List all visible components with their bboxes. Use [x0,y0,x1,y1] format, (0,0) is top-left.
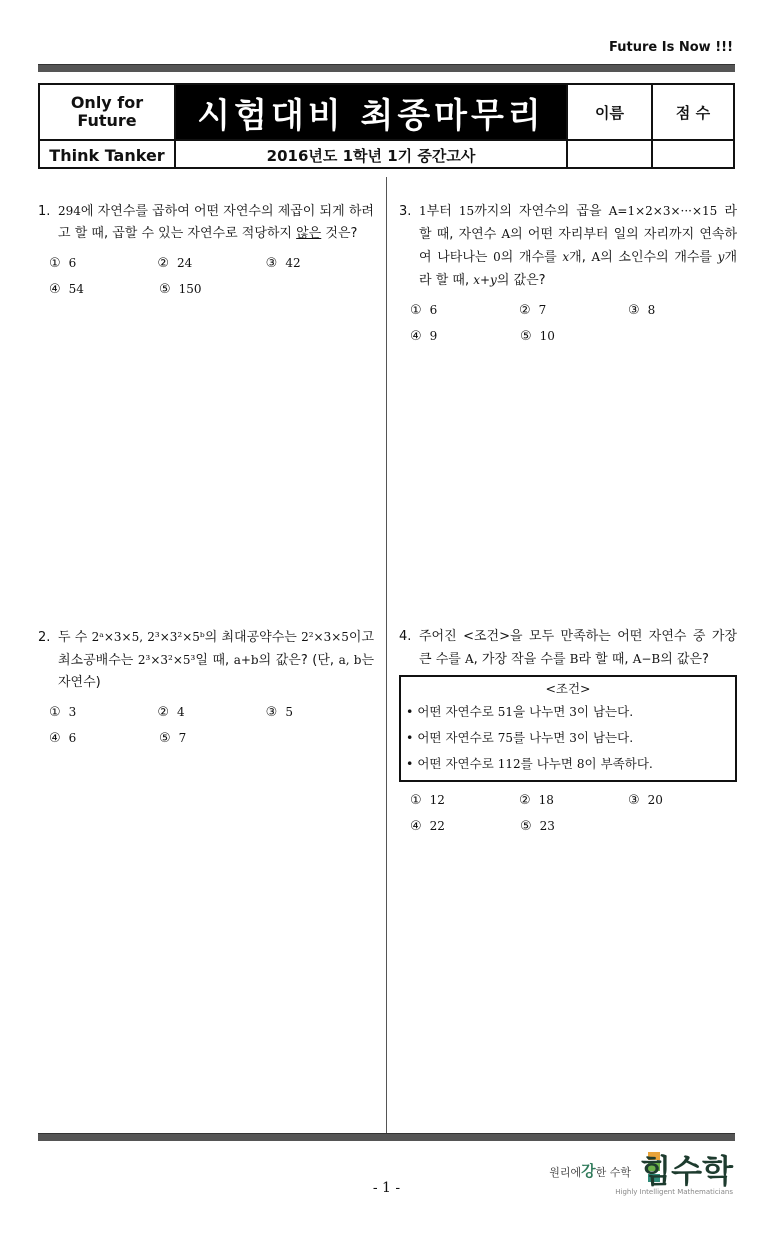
question-4-text: 4. 주어진 <조건>을 모두 만족하는 어떤 자연수 중 가장 큰 수를 A, 가장 작을 수를 B라 할 때, A−B의 값은? [399,629,737,667]
choice-4[interactable]: ④ 54 [49,281,84,297]
choice-2[interactable]: ② 24 [157,255,193,271]
question-2-choices [38,699,374,751]
name-label: 이름 [566,85,651,139]
page-number: - 1 - [372,1180,401,1196]
brand-line-3: Think Tanker [40,139,176,169]
choice-4[interactable]: ④ 6 [49,730,77,746]
question-2 [38,626,374,751]
choice-3[interactable]: ③ 8 [628,302,656,318]
choice-5[interactable]: ⑤ 150 [159,281,202,297]
top-rule [38,64,735,72]
condition-item: • 어떤 자연수로 75를 나누면 3이 남는다. [406,730,634,745]
question-3-text: 3. 1부터 15까지의 자연수의 곱을 A=1×2×3×···×15 라 할 때, 자연수 A의 어떤 자리부터 일의 자리까지 연속하여 나타나는 0의 개수를 x개, A의 소인수의 개수를 y개라 할 때, x+y의 값은? [399,204,738,288]
choice-1[interactable]: ① 6 [49,255,77,271]
question-1-text: 1. 294에 자연수를 곱하여 어떤 자연수의 제곱이 되게 하려고 할 때, 곱할 수 있는 자연수로 적당하지 않은 것은? [38,204,374,241]
exam-subtitle: 2016년도 1학년 1기 중간고사 [176,139,566,169]
name-field[interactable] [566,139,651,169]
question-1 [38,200,374,302]
brand-line-2: Future [77,111,137,130]
condition-item: • 어떤 자연수로 112를 나누면 8이 부족하다. [406,756,653,771]
exam-title: 시험대비 최종마무리 [176,85,566,139]
choice-3[interactable]: ③ 20 [628,792,663,808]
choice-5[interactable]: ⑤ 10 [520,328,555,344]
choice-2[interactable]: ② 7 [519,302,547,318]
tagline: Future Is Now !!! [609,40,733,55]
choice-1[interactable]: ① 3 [49,704,77,720]
choice-1[interactable]: ① 12 [410,792,445,808]
column-divider [386,177,387,1133]
choice-4[interactable]: ④ 9 [410,328,438,344]
choice-5[interactable]: ⑤ 7 [159,730,187,746]
choice-4[interactable]: ④ 22 [410,818,445,834]
question-4-choices [399,787,737,839]
condition-item: • 어떤 자연수로 51을 나누면 3이 남는다. [406,704,634,719]
choice-3[interactable]: ③ 5 [265,704,293,720]
question-4 [399,626,737,839]
score-label: 점 수 [651,85,733,139]
condition-title: <조건> [545,681,591,696]
footer-slogan: 원리에강한 수학 [549,1162,631,1180]
condition-box [399,675,737,782]
bottom-rule [38,1133,735,1141]
choice-5[interactable]: ⑤ 23 [520,818,555,834]
question-3 [399,200,737,349]
score-field[interactable] [651,139,733,169]
brand-label [40,85,176,139]
brand-logo: 힘수학 [640,1152,733,1190]
choice-3[interactable]: ③ 42 [265,255,301,271]
choice-2[interactable]: ② 18 [519,792,554,808]
question-1-choices [38,250,374,302]
exam-header [38,83,735,169]
choice-2[interactable]: ② 4 [157,704,185,720]
brand-line-1: Only for [70,93,144,112]
brand-logo-subtitle: Highly Intelligent Mathematicians [615,1188,733,1196]
underlined-word: 않은 [296,226,322,241]
question-2-text: 2. 두 수 2ᵃ×3×5, 2³×3²×5ᵇ의 최대공약수는 2²×3×5이고 최소공배수는 2³×3²×5³일 때, a+b의 값은? (단, a, b는 자연수) [38,630,375,690]
choice-1[interactable]: ① 6 [410,302,438,318]
question-3-choices [399,297,737,349]
